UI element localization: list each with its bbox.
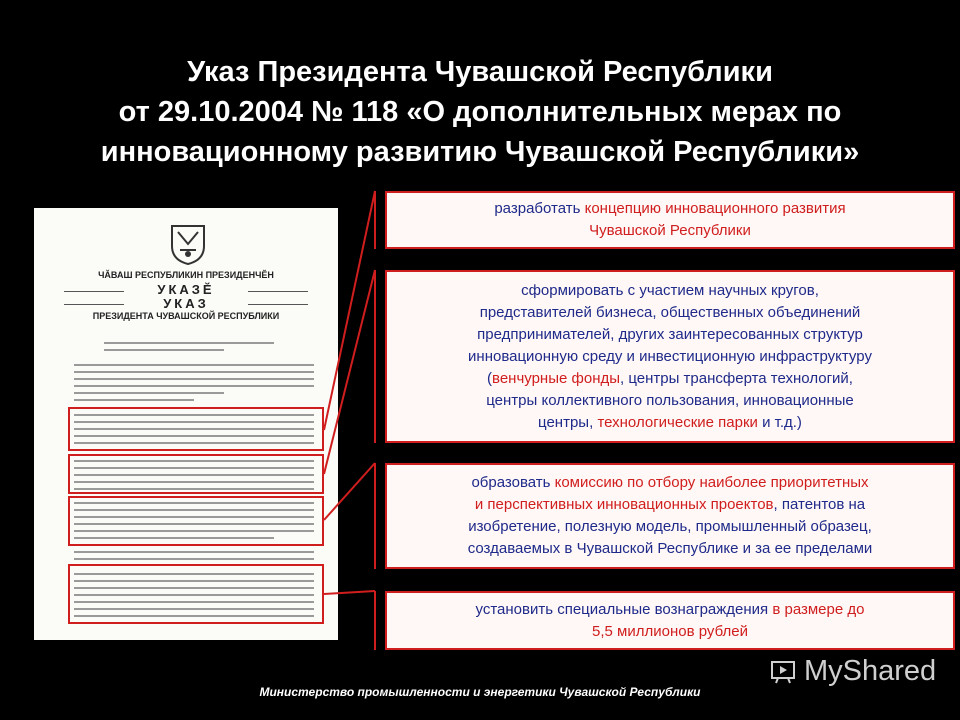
title-line-1: Указ Президента Чувашской Республики (187, 56, 773, 88)
box3-line-2-rest: , патентов на (773, 496, 866, 513)
doc-ornament-left-2 (64, 304, 124, 305)
box4-line-1-start: установить специальные вознаграждения (475, 600, 773, 618)
box2-line-1: сформировать с участием научных кругов, (521, 281, 819, 299)
highlight-concept (68, 407, 324, 451)
measure-box-commission (385, 463, 955, 569)
box1-verb: разработать (494, 200, 585, 217)
doc-header-russian-title: УКАЗ (163, 296, 209, 311)
doc-ornament-right-2 (248, 304, 308, 305)
doc-ornament-left (64, 291, 124, 292)
highlight-reward (68, 564, 324, 624)
slide-title (40, 52, 920, 172)
box2-line-6: центры коллективного пользования, инновационные (486, 391, 854, 409)
doc-header-russian: ПРЕЗИДЕНТА ЧУВАШСКОЙ РЕСПУБЛИКИ (92, 311, 280, 321)
box4-highlight: в размере до (772, 600, 865, 618)
watermark-text: MyShared (804, 655, 937, 687)
measure-box-concept (385, 191, 955, 249)
doc-ornament-right (248, 291, 308, 292)
measure-box-infrastructure (385, 270, 955, 443)
box2-line-7-start: центры, (538, 413, 598, 431)
box2-tech-parks: технологические парки (597, 413, 758, 431)
watermark (770, 655, 936, 688)
box1-line-2: Чувашской Республики (589, 222, 751, 239)
box3-line-4: создаваемых в Чувашской Республике и за ее пределами (467, 540, 873, 557)
box2-paren-open: ( (487, 369, 493, 387)
box3-highlight-2: и перспективных инновационных проектов (474, 496, 774, 513)
box2-line-7-end: и т.д.) (757, 413, 802, 431)
highlight-infrastructure (68, 454, 324, 494)
slideshow-icon (770, 659, 796, 685)
box2-line-3: предпринимателей, других заинтересованных структур (477, 325, 863, 343)
title-line-2: от 29.10.2004 № 118 «О дополнительных мерах по (118, 96, 842, 128)
doc-header-chuvash: ЧĂВАШ РЕСПУБЛИКИН ПРЕЗИДЕНЧĔН (98, 270, 274, 280)
box3-highlight-1: комиссию по отбору наиболее приоритетных (554, 474, 869, 491)
box2-line-4: инновационную среду и инвестиционную инфраструктуру (468, 347, 872, 365)
decree-document-scan (34, 208, 338, 640)
highlight-commission (68, 496, 324, 546)
box2-venture-funds: венчурные фонды (492, 369, 621, 387)
box2-line-2: представителей бизнеса, общественных объединений (479, 303, 861, 321)
box1-highlight: концепцию инновационного развития (584, 200, 846, 217)
box3-line-3: изобретение, полезную модель, промышленный образец, (468, 518, 872, 535)
box3-verb: образовать (471, 474, 555, 491)
box2-line-5-rest: , центры трансферта технологий, (620, 369, 853, 387)
title-line-3: инновационному развитию Чувашской Республики» (100, 136, 860, 168)
footer-ministry: Министерство промышленности и энергетики Чувашской Республики (259, 685, 701, 699)
box4-amount: 5,5 миллионов рублей (592, 622, 748, 640)
measure-box-reward (385, 591, 955, 650)
coat-of-arms-icon (168, 222, 208, 266)
doc-header-chuvash-title: УКАЗĔ (157, 282, 215, 297)
